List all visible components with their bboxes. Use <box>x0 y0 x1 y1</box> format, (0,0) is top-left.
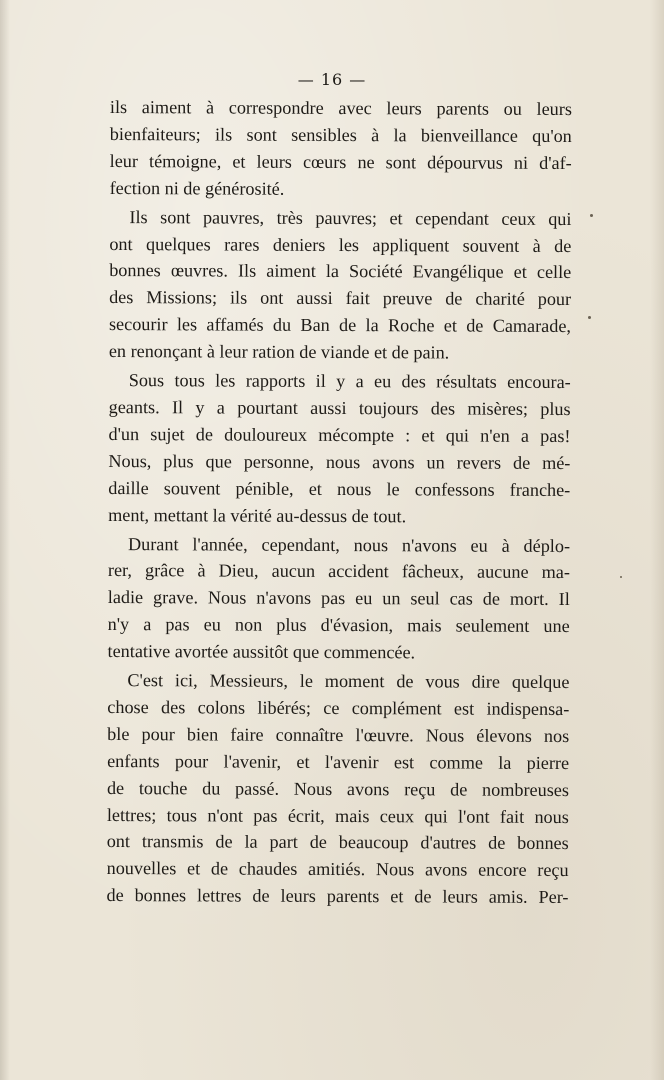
text-line: ont transmis de la part de beaucoup d'autres de bonnes <box>106 831 569 854</box>
text-line: en renonçant à leur ration de viande et de pain. <box>108 341 450 363</box>
text-line: n'y a pas eu non plus d'évasion, mais seulement une <box>107 614 570 637</box>
paper-speck <box>590 214 593 217</box>
text-line: tentative avortée aussitôt que commencée. <box>107 641 416 663</box>
text-line: de touche du passé. Nous avons reçu de nombreuses <box>106 777 570 800</box>
page-edge-shadow <box>650 0 664 1080</box>
binding-shadow <box>0 0 10 1080</box>
paragraph-1 <box>110 94 572 204</box>
text-line: daille souvent pénible, et nous le confessons franche- <box>108 477 571 500</box>
text-line: Durant l'année, cependant, nous n'avons eu à déplo- <box>127 533 571 556</box>
text-line: ont quelques rares deniers les appliquent souvent à de <box>109 233 572 256</box>
paragraph-3 <box>108 367 571 530</box>
paragraph-4 <box>108 530 571 667</box>
text-line: enfants pour l'avenir, et l'avenir est comme la pierre <box>107 750 570 773</box>
text-line: geants. Il y a pourtant aussi toujours des misères; plus <box>108 396 571 419</box>
text-line: nouvelles et de chaudes amitiés. Nous avons encore reçu <box>106 858 569 881</box>
text-line: des Missions; ils ont aussi fait preuve de charité pour <box>109 287 572 310</box>
text-line: Nous, plus que personne, nous avons un revers de mé- <box>108 450 571 473</box>
text-line: C'est ici, Messieurs, le moment de vous dire quelque <box>127 670 570 693</box>
text-line: Sous tous les rapports il y a eu des résultats encoura- <box>128 370 571 393</box>
text-line: bienfaiteurs; ils sont sensibles à la bienveillance qu'on <box>109 123 572 146</box>
text-line: Ils sont pauvres, très pauvres; et cependant ceux qui <box>129 206 572 229</box>
text-line: ils aiment à correspondre avec leurs parents ou leurs <box>109 96 572 120</box>
text-line: leur témoigne, et leurs cœurs ne sont dépourvus ni d'af- <box>109 150 572 173</box>
text-line: fection ni de générosité. <box>109 177 285 199</box>
text-line: rer, grâce à Dieu, aucun accident fâcheux, aucune ma- <box>107 560 570 583</box>
paper-speck <box>588 316 591 319</box>
paper-speck <box>620 576 622 578</box>
text-line: de bonnes lettres de leurs parents et de leurs amis. Per- <box>106 885 569 908</box>
page-number: — 16 — <box>297 70 367 89</box>
text-line: ment, mettant la vérité au-dessus de tout. <box>108 504 407 526</box>
body-text <box>106 94 572 911</box>
text-line: lettres; tous n'ont pas écrit, mais ceux qui l'ont fait nous <box>106 804 569 827</box>
paragraph-5 <box>106 667 569 911</box>
text-line: ble pour bien faire connaître l'œuvre. Nous élevons nos <box>107 723 570 746</box>
text-line: secourir les affamés du Ban de la Roche et de Camarade, <box>108 314 572 337</box>
text-line: chose des colons libérés; ce complément est indispensa- <box>107 696 570 719</box>
text-line: ladie grave. Nous n'avons pas eu un seul cas de mort. Il <box>107 587 570 610</box>
text-line: d'un sujet de douloureux mécompte : et qui n'en a pas! <box>108 423 571 446</box>
paragraph-2 <box>109 204 572 367</box>
text-line: bonnes œuvres. Ils aiment la Société Evangélique et celle <box>109 260 572 283</box>
